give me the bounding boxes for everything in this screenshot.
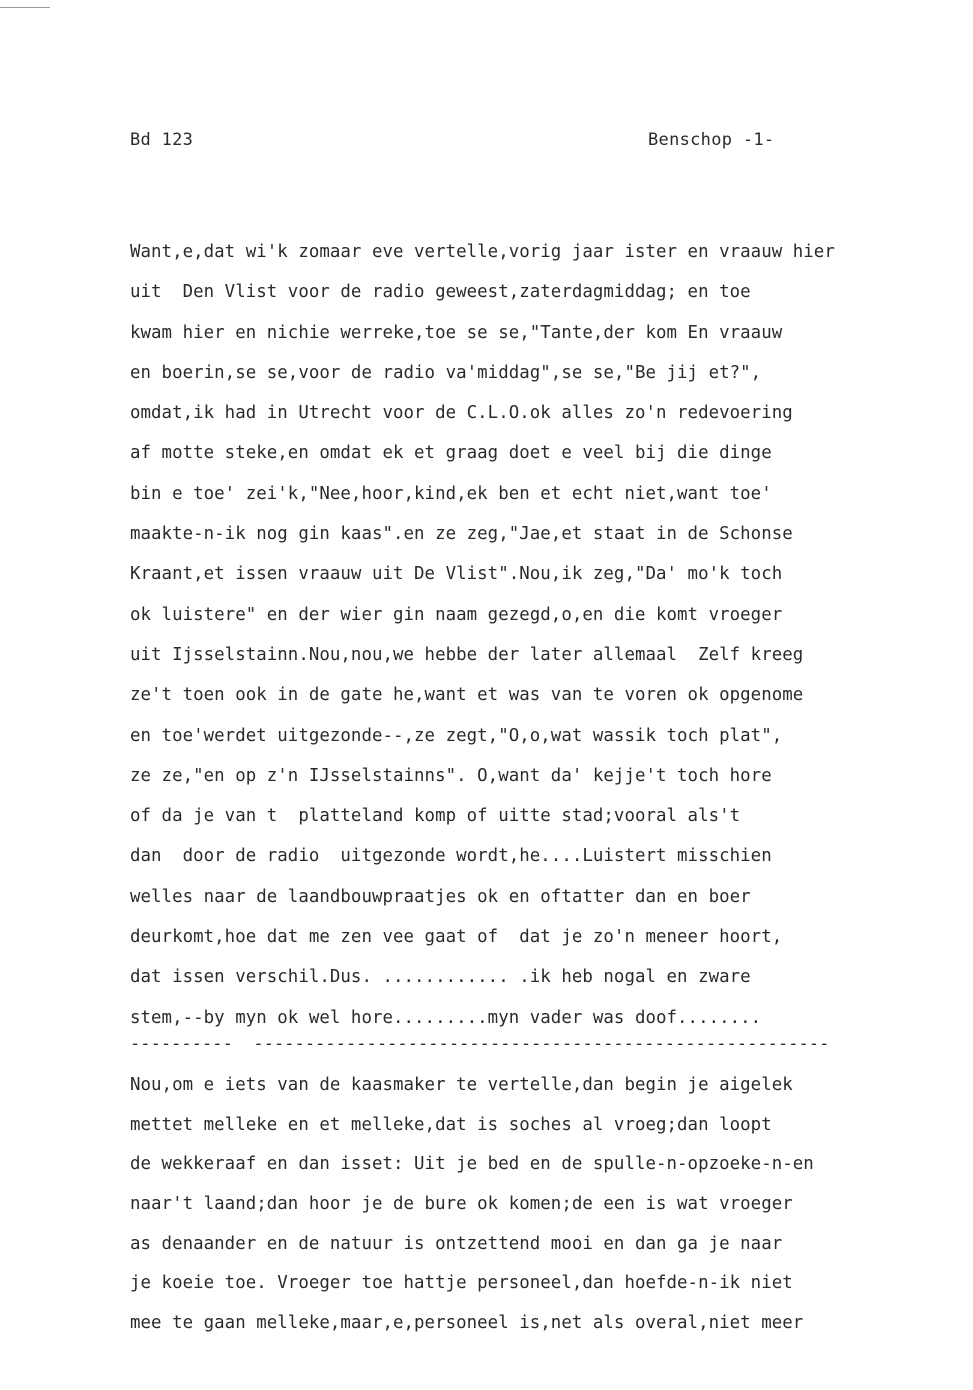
text-line: ze't toen ook in de gate he,want et was van te voren ok opgenome [130, 685, 804, 706]
text-line: dat issen verschil.Dus. ............ .ik heb nogal en zware [130, 967, 751, 988]
text-line: Nou,om e iets van de kaasmaker te vertelle,dan begin je aigelek [130, 1075, 793, 1095]
text-line: naar't laand;dan hoor je de bure ok komen;de een is wat vroeger [130, 1194, 793, 1215]
text-line: uit Den Vlist voor de radio geweest,zaterdagmiddag; en toe [130, 282, 751, 303]
text-line: bin e toe' zei'k,"Nee,hoor,kind,ek ben et echt niet,want toe' [130, 483, 772, 504]
text-line: uit Ijsselstainn.Nou,nou,we hebbe der later allemaal Zelf kreeg [130, 644, 804, 665]
corner-rule [0, 7, 50, 8]
text-line: en boerin,se se,voor de radio va'middag",se se,"Be jij et?", [130, 362, 762, 383]
text-line: je koeie toe. Vroeger toe hattje personeel,dan hoefde-n-ik niet [130, 1273, 793, 1294]
text-line: kwam hier en nichie werreke,toe se se,"Tante,der kom En vraauw [130, 322, 783, 343]
text-line: as denaander en de natuur is ontzettend mooi en dan ga je naar [130, 1233, 783, 1254]
text-line: de wekkeraaf en dan isset: Uit je bed en de spulle-n-opzoeke-n-en [130, 1154, 814, 1175]
section-separator: ---------- -------------------------------------------------------- [130, 1034, 830, 1054]
paragraph-1 [130, 240, 835, 1046]
text-line: mee te gaan melleke,maar,e,personeel is,net als overal,niet meer [130, 1313, 804, 1334]
text-line: mettet melleke en et melleke,dat is soches al vroeg;dan loopt [130, 1114, 772, 1135]
text-line: maakte-n-ik nog gin kaas".en ze zeg,"Jae,et staat in de Schonse [130, 524, 793, 545]
text-line: dan door de radio uitgezonde wordt,he....Luistert misschien [130, 846, 772, 867]
text-line: ok luistere" en der wier gin naam gezegd,o,en die komt vroeger [130, 604, 783, 625]
text-line: welles naar de laandbouwpraatjes ok en oftatter dan en boer [130, 886, 751, 907]
text-line: of da je van t platteland komp of uitte stad;vooral als't [130, 806, 741, 827]
text-line: Want,e,dat wi'k zomaar eve vertelle,vorig jaar ister en vraauw hier [130, 242, 835, 262]
text-line: omdat,ik had in Utrecht voor de C.L.O.ok alles zo'n redevoering [130, 403, 793, 424]
page-reference: Bd 123 [130, 130, 194, 150]
text-line: deurkomt,hoe dat me zen vee gaat of dat je zo'n meneer hoort, [130, 927, 783, 948]
text-line: ze ze,"en op z'n IJsselstainns". O,want da' kejje't toch hore [130, 765, 772, 786]
paragraph-2 [130, 1073, 814, 1351]
text-line: Kraant,et issen vraauw uit De Vlist".Nou,ik zeg,"Da' mo'k toch [130, 564, 783, 585]
text-line: af motte steke,en omdat ek et graag doet e veel bij die dinge [130, 443, 772, 464]
text-line: stem,--by myn ok wel hore.........myn vader was doof........ [130, 1007, 762, 1028]
page-title: Benschop -1- [648, 130, 775, 150]
text-line: en toe'werdet uitgezonde--,ze zegt,"O,o,wat wassik toch plat", [130, 725, 783, 746]
